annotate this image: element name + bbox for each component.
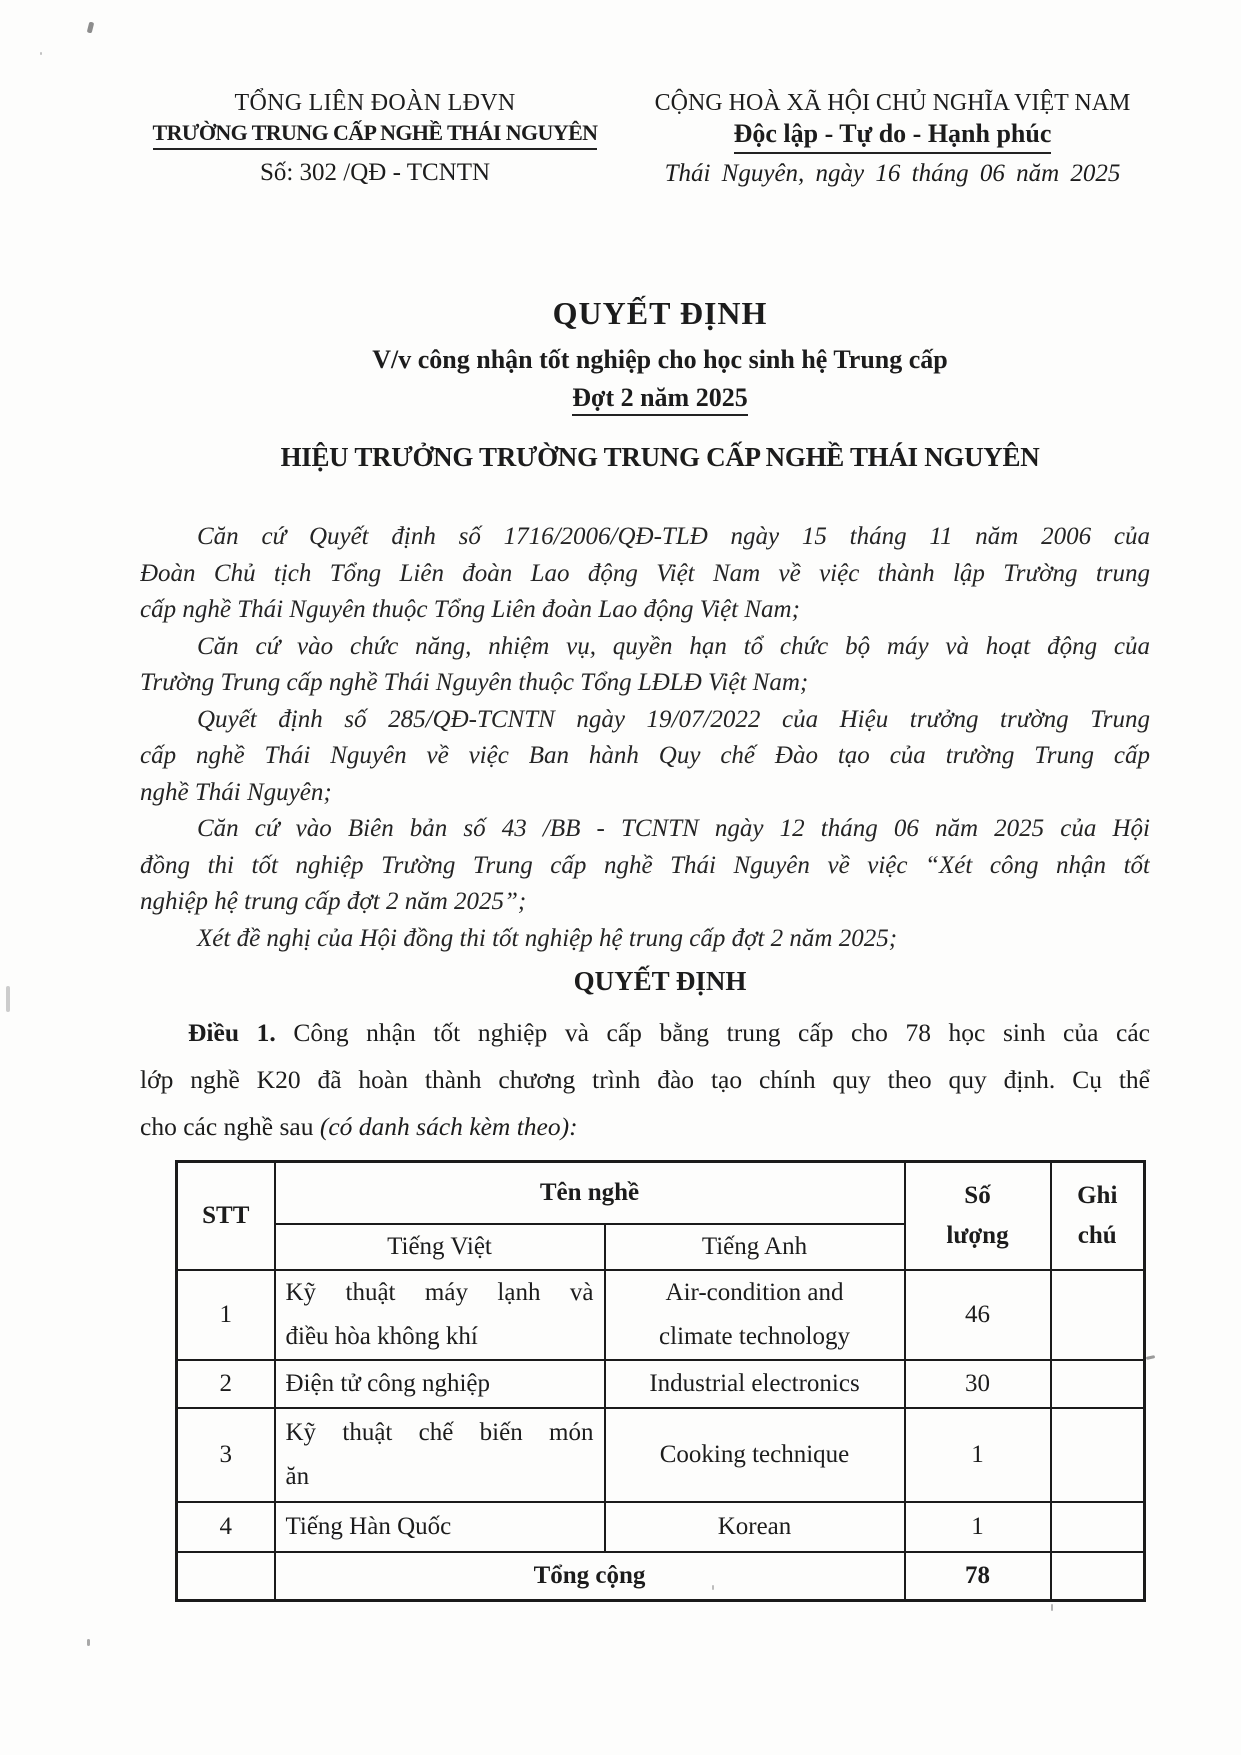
text-line: nghiệp hệ trung cấp đợt 2 năm 2025”;: [140, 888, 527, 915]
preamble-section: [140, 519, 1150, 957]
article-1-attachment-note: (có danh sách kèm theo):: [319, 1112, 578, 1141]
text-line: cấp nghề Thái Nguyên về việc Ban hành Quy chế Đào tạo của trường Trung cấp: [140, 742, 1150, 769]
scan-speck: [6, 986, 10, 1012]
text-line: Quyết định số 285/QĐ-TCNTN ngày 19/07/2022 của Hiệu trưởng trường Trung: [197, 705, 1150, 733]
col-header-so-luong: Số lượng: [905, 1162, 1051, 1271]
cell-stt: 1: [177, 1270, 275, 1360]
article-1-paragraph: [140, 1009, 1150, 1150]
col-header-tieng-viet: Tiếng Việt: [275, 1224, 605, 1270]
cell-stt-empty: [177, 1552, 275, 1601]
text-line: đồng thi tốt nghiệp Trường Trung cấp nghề Thái Nguyên về việc “Xét công nhận tốt: [140, 851, 1150, 879]
cell-quantity: 1: [905, 1502, 1051, 1552]
cell-name-vietnamese: Kỹ thuật chế biến món ăn: [275, 1408, 605, 1502]
preamble-paragraph: [140, 702, 1150, 812]
scan-speck: [40, 52, 42, 55]
cell-note: [1051, 1360, 1145, 1408]
cell-stt: 4: [177, 1502, 275, 1552]
cell-quantity: 46: [905, 1270, 1051, 1360]
decision-batch: [140, 382, 1150, 414]
cell-note: [1051, 1270, 1145, 1360]
article-1-text: Công nhận tốt nghiệp và cấp bằng trung cấp cho 78 học sinh của các: [275, 1018, 1150, 1047]
text-line: cấp nghề Thái Nguyên thuộc Tổng Liên đoàn Lao động Việt Nam;: [140, 596, 800, 623]
col-header-stt: STT: [177, 1162, 275, 1271]
cell-note: [1051, 1502, 1145, 1552]
document-number: Số: 302 /QĐ - TCNTN: [259, 159, 491, 186]
document-header: [0, 0, 1241, 190]
scan-speck: [87, 1639, 90, 1646]
cell-quantity: 1: [905, 1408, 1051, 1502]
cell-note: [1051, 1552, 1145, 1601]
org-parent-name: TỔNG LIÊN ĐOÀN LĐVN: [234, 90, 516, 116]
place-and-date: Thái Nguyên, ngày 16 tháng 06 năm 2025: [664, 160, 1121, 187]
total-label: Tổng cộng: [275, 1552, 905, 1601]
text-line: Trường Trung cấp nghề Thái Nguyên thuộc Tổng LĐLĐ Việt Nam;: [140, 669, 809, 696]
text-line: Đoàn Chủ tịch Tổng Liên đoàn Lao động Việt Nam về việc thành lập Trường trung: [140, 559, 1150, 587]
text-line: nghề Thái Nguyên;: [140, 778, 332, 806]
national-motto-block: [635, 88, 1150, 190]
scan-speck: [1051, 1604, 1053, 1611]
text-line: [140, 1009, 1150, 1056]
decision-batch-underlined: Đợt 2 năm 2025: [572, 383, 747, 416]
cell-name-english: Korean: [605, 1502, 905, 1552]
org-school-name-underlined: TRƯỜNG TRUNG CẤP NGHỀ THÁI NGUYÊN: [153, 120, 598, 150]
issuing-org-block: [140, 88, 610, 190]
preamble-paragraph: [140, 629, 1150, 702]
decision-title: QUYẾT ĐỊNH: [552, 295, 768, 331]
document-body: [140, 295, 1150, 1602]
text-line: Căn cứ vào Biên bản số 43 /BB - TCNTN ngày 12 tháng 06 năm 2025 của Hội: [197, 815, 1150, 842]
national-motto: [635, 118, 1150, 150]
article-1-label: Điều 1.: [188, 1018, 276, 1047]
preamble-paragraph: [140, 519, 1150, 629]
order-heading: QUYẾT ĐỊNH: [573, 966, 747, 996]
preamble-paragraph: [140, 811, 1150, 921]
national-motto-underlined: Độc lập - Tự do - Hạnh phúc: [734, 119, 1052, 154]
cell-stt: 3: [177, 1408, 275, 1502]
table-row: [177, 1502, 1145, 1552]
table-row: [177, 1270, 1145, 1360]
table-row: [177, 1408, 1145, 1502]
cell-name-english: Industrial electronics: [605, 1360, 905, 1408]
national-title: CỘNG HOÀ XÃ HỘI CHỦ NGHĨA VIỆT NAM: [654, 90, 1131, 116]
table-row: [177, 1360, 1145, 1408]
text-line: Căn cứ vào chức năng, nhiệm vụ, quyền hạn tổ chức bộ máy và hoạt động của: [197, 632, 1150, 660]
text-line: lớp nghề K20 đã hoàn thành chương trình đào tạo chính quy theo quy định. Cụ thể: [140, 1065, 1150, 1094]
decision-subject: V/v công nhận tốt nghiệp cho học sinh hệ Trung cấp: [372, 345, 948, 374]
org-school-name: [140, 118, 610, 148]
col-header-ten-nghe: Tên nghề: [275, 1162, 905, 1225]
scan-speck: [1146, 1355, 1155, 1360]
cell-note: [1051, 1408, 1145, 1502]
cell-name-english: Air-condition and climate technology: [605, 1270, 905, 1360]
col-header-tieng-anh: Tiếng Anh: [605, 1224, 905, 1270]
preamble-paragraph: [140, 921, 1150, 958]
table-total-row: [177, 1552, 1145, 1601]
cell-name-vietnamese: Kỹ thuật máy lạnh và điều hòa không khí: [275, 1270, 605, 1360]
scan-speck: [712, 1585, 714, 1590]
article-1-text: cho các nghề sau: [140, 1112, 320, 1141]
text-line: Căn cứ Quyết định số 1716/2006/QĐ-TLĐ ngày 15 tháng 11 năm 2006 của: [197, 523, 1150, 550]
col-header-ghi-chu: Ghi chú: [1051, 1162, 1145, 1271]
text-line: Xét đề nghị của Hội đồng thi tốt nghiệp hệ trung cấp đợt 2 năm 2025;: [197, 924, 898, 952]
graduates-table: [175, 1160, 1146, 1602]
cell-name-vietnamese: Tiếng Hàn Quốc: [275, 1502, 605, 1552]
cell-name-english: Cooking technique: [605, 1408, 905, 1502]
total-quantity: 78: [905, 1552, 1051, 1601]
cell-stt: 2: [177, 1360, 275, 1408]
issuing-authority-heading: HIỆU TRƯỞNG TRƯỜNG TRUNG CẤP NGHỀ THÁI NGUYÊN: [280, 442, 1040, 472]
cell-quantity: 30: [905, 1360, 1051, 1408]
cell-name-vietnamese: Điện tử công nghiệp: [275, 1360, 605, 1408]
text-line: [140, 1103, 1150, 1150]
